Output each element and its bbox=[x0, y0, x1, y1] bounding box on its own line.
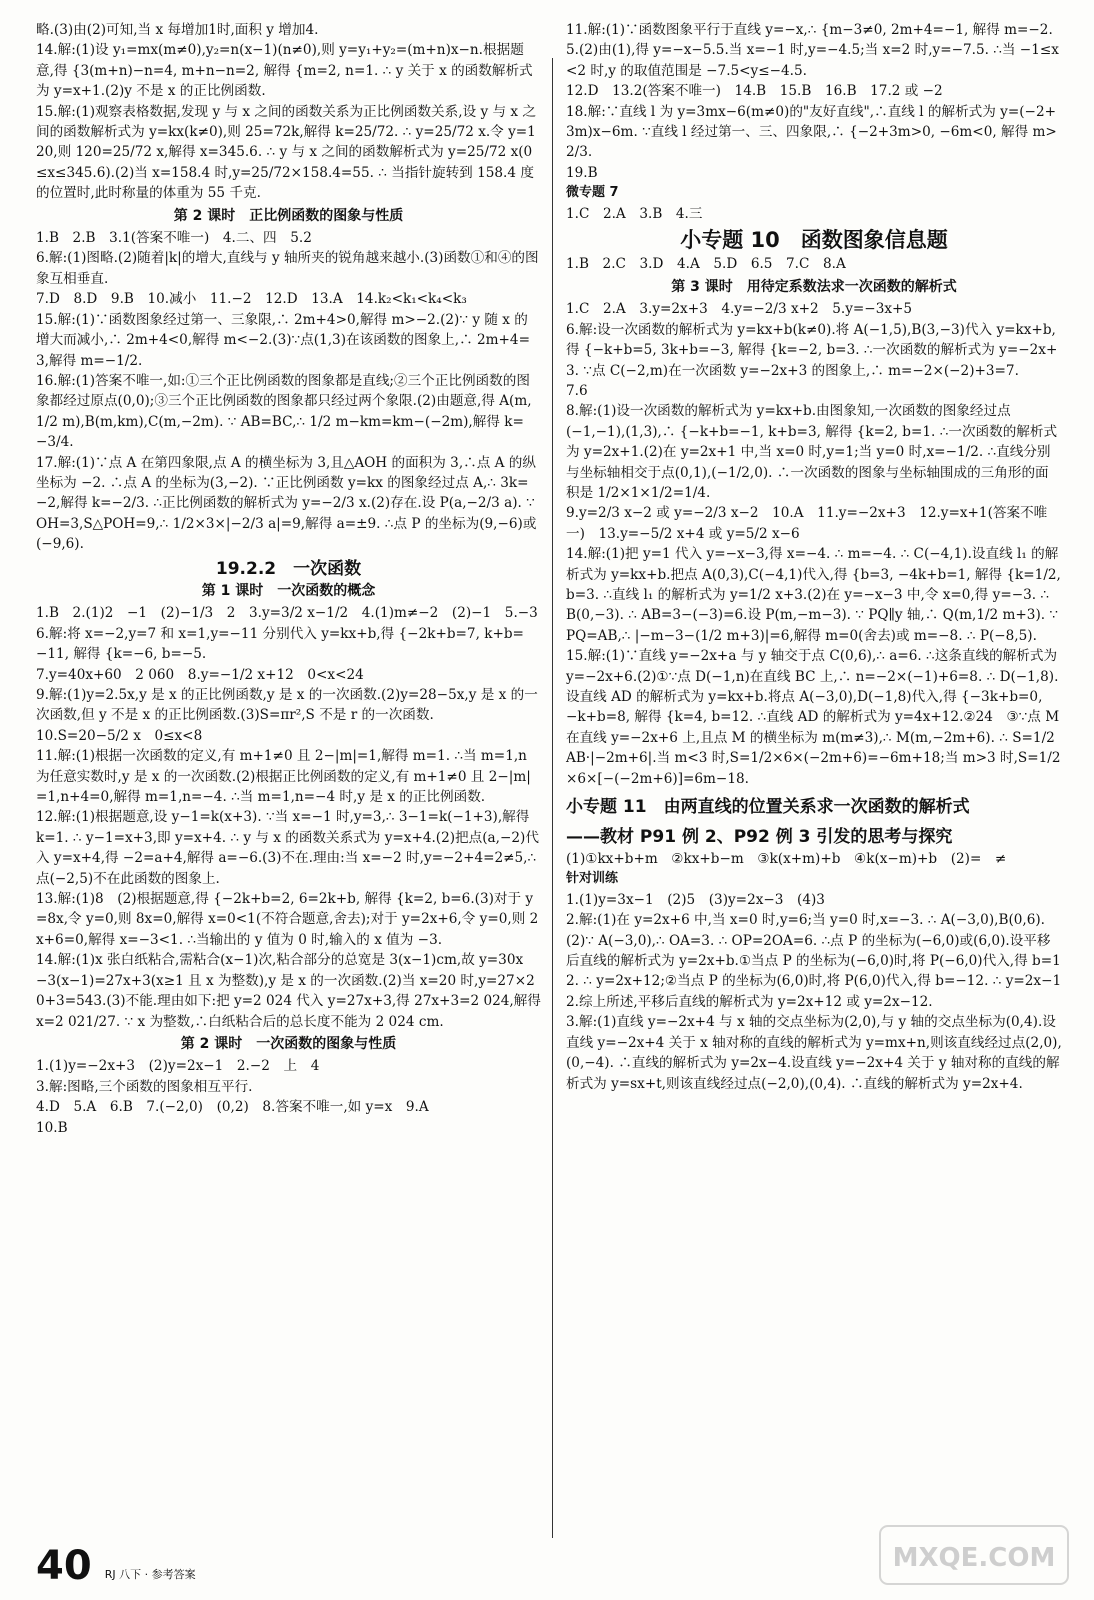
section-heading: 19.2.2 一次函数 bbox=[215, 558, 362, 579]
answer-paragraph: 1.C 2.A 3.B 4.三 bbox=[566, 205, 703, 222]
answer-paragraph: 15.解:(1)观察表格数据,发现 y 与 x 之间的函数关系为正比例函数关系,设 y 与 x 之间的函数解析式为 y=kx(k≠0),则 25=72k,解得 k=25/72. ∴ y=25/72 x.令 y=120,则 120=25/72 x,解得 x=345.6. ∴ y 与 x 之间的函数解析式为 y=25/72 x(0≤x≤345.6).(2)当 x=158.4 时,y=25/72×158.4=55. ∴ 当指针旋转到 158.4 度的位置时,此时称量的体重为 55 千克. bbox=[36, 103, 536, 202]
answer-paragraph: 1.B 2.C 3.D 4.A 5.D 6.5 7.C 8.A bbox=[566, 256, 846, 273]
section-heading: 小专题 10 函数图象信息题 bbox=[680, 228, 948, 253]
section-heading: 微专题 7 bbox=[566, 185, 619, 201]
section-heading: 第 3 课时 用待定系数法求一次函数的解析式 bbox=[671, 278, 957, 295]
answer-paragraph: 7.D 8.D 9.B 10.减小 11.−2 12.D 13.A 14.k₂<k₁<k₄<k₃ bbox=[36, 291, 467, 308]
answer-paragraph: 10.S=20−5/2 x 0≤x<8 bbox=[36, 727, 203, 744]
section-heading: 第 1 课时 一次函数的概念 bbox=[201, 582, 376, 599]
answer-paragraph: 2.解:(1)在 y=2x+6 中,当 x=0 时,y=6;当 y=0 时,x=−3. ∴ A(−3,0),B(0,6).(2)∵ A(−3,0),∴ OA=3. ∴ OP=2OA=6. ∴点 P 的坐标为(−6,0)或(6,0).设平移后直线的解析式为 y=2x+b.①当点 P 的坐标为(−6,0)时,将 P(−6,0)代入,得 b=12. ∴ y=2x+12;②当点 P 的坐标为(6,0)时,将 P(6,0)代入,得 b=−12. ∴ y=2x−12.综上所述,平移后直线的解析式为 y=2x+12 或 y=2x−12. bbox=[566, 912, 1062, 1010]
left-column bbox=[36, 20, 541, 1138]
page-number: 40 bbox=[36, 1543, 92, 1589]
answer-paragraph: 14.解:(1)设 y₁=mx(m≠0),y₂=n(x−1)(n≠0),则 y=y₁+y₂=(m+n)x−n.根据题意,得 {3(m+n)−n=4, m+n−n=2, 解得 {m=2, n=1. ∴ y 关于 x 的函数解析式为 y=x+1.(2)y 不是 x 的正比例函数. bbox=[36, 42, 533, 100]
answer-paragraph: 6.解:(1)图略.(2)随着|k|的增大,直线与 y 轴所夹的锐角越来越小.(3)函数①和④的图象互相垂直. bbox=[36, 250, 539, 287]
answer-paragraph: 7.6 bbox=[566, 382, 588, 399]
answer-paragraph: 9.y=2/3 x−2 或 y=−2/3 x−2 10.A 11.y=−2x+3 12.y=x+1(答案不唯一) 13.y=−5/2 x+4 或 y=5/2 x−6 bbox=[566, 505, 1048, 542]
answer-paragraph: 12.解:(1)根据题意,设 y−1=k(x+3). ∵当 x=−1 时,y=3,∴ 3−1=k(−1+3),解得 k=1. ∴ y−1=x+3,即 y=x+4. ∴ y 与 x 的函数关系式为 y=x+4.(2)把点(a,−2)代入 y=x+4,得 −2=a+4,解得 a=−6.(3)不在.理由:当 x=−2 时,y=−2+4=2≠5,∴点(−2,5)不在此函数的图象上. bbox=[36, 809, 539, 887]
answer-paragraph: 4.D 5.A 6.B 7.(−2,0) (0,2) 8.答案不唯一,如 y=x 9.A bbox=[36, 1099, 429, 1116]
answer-paragraph: 13.解:(1)8 (2)根据题意,得 {−2k+b=2, 6=2k+b, 解得 {k=2, b=6.(3)对于 y=8x,令 y=0,则 8x=0,解得 x=0<1(不符合题意,舍去);对于 y=2x+6,令 y=0,则 2x+6=0,解得 x=−3<1. ∴当输出的 y 值为 0 时,输入的 x 值为 −3. bbox=[36, 891, 539, 948]
section-heading: 第 2 课时 一次函数的图象与性质 bbox=[180, 1035, 397, 1052]
answer-paragraph: 10.B bbox=[36, 1119, 68, 1136]
answer-paragraph: 6.解:将 x=−2,y=7 和 x=1,y=−11 分别代入 y=kx+b,得 {−2k+b=7, k+b=−11, 解得 {k=−6, b=−5. bbox=[36, 625, 524, 663]
answer-paragraph: 6.解:设一次函数的解析式为 y=kx+b(k≠0).将 A(−1,5),B(3,−3)代入 y=kx+b,得 {−k+b=5, 3k+b=−3, 解得 {k=−2, b=3. ∴一次函数的解析式为 y=−2x+3. ∵点 C(−2,m)在一次函数 y=−2x+3 的图象上,∴ m=−2×(−2)+3=7. bbox=[566, 321, 1058, 379]
answer-paragraph: 1.B 2.B 3.1(答案不唯一) 4.二、四 5.2 bbox=[36, 230, 312, 247]
answer-paragraph: 19.B bbox=[566, 164, 598, 181]
answer-paragraph: 14.解:(1)x 张白纸粘合,需粘合(x−1)次,粘合部分的总宽是 3(x−1)cm,故 y=30x−3(x−1)=27x+3(x≥1 且 x 为整数),y 是 x 的一次函数.(2)当 x=20 时,y=27×20+3=543.(3)不能.理由如下:把 y=2 024 代入 y=27x+3,得 27x+3=2 024,解得 x=2 021/27. ∵ x 为整数,∴白纸粘合后的总长度不能为 2 024 cm. bbox=[36, 952, 541, 1030]
section-heading: 小专题 11 由两直线的位置关系求一次函数的解析式 bbox=[566, 797, 970, 818]
answer-paragraph: 1.(1)y=−2x+3 (2)y=2x−1 2.−2 上 4 bbox=[36, 1058, 320, 1075]
answer-paragraph: 1.(1)y=3x−1 (2)5 (3)y=2x−3 (4)3 bbox=[566, 891, 825, 908]
answer-paragraph: 15.解:(1)∵函数图象经过第一、三象限,∴ 2m+4>0,解得 m>−2.(2)∵ y 随 x 的增大而减小,∴ 2m+4<0,解得 m<−2.(3)∵点(1,3)在该函数的图象上,∴ 2m+4=3,解得 m=−1/2. bbox=[36, 311, 530, 369]
answer-paragraph: 14.解:(1)把 y=1 代入 y=−x−3,得 x=−4. ∴ m=−4. ∴ C(−4,1).设直线 l₁ 的解析式为 y=kx+b.把点 A(0,3),C(−4,1)代入,得 {b=3, −4k+b=1, 解得 {k=1/2, b=3. ∴直线 l₁ 的解析式为 y=1/2 x+3.(2)在 y=−x−3 中,令 x=0,得 y=−3. ∴ B(0,−3). ∴ AB=3−(−3)=6.设 P(m,−m−3). ∵ PQ∥y 轴,∴ Q(m,1/2 m+3). ∵ PQ=AB,∴ |−m−3−(1/2 m+3)|=6,解得 m=0(舍去)或 m=−8. ∴ P(−8,5). bbox=[566, 546, 1061, 644]
answer-paragraph: 11.解:(1)根据一次函数的定义,有 m+1≠0 且 2−|m|=1,解得 m=1. ∴当 m=1,n 为任意实数时,y 是 x 的一次函数.(2)根据正比例函数的定义,有 m+1≠0 且 2−|m|=1,n+4=0,解得 m=1,n=−4. ∴当 m=1,n=−4 时,y 是 x 的正比例函数. bbox=[36, 748, 531, 806]
answer-paragraph: 略.(3)由(2)可知,当 x 每增加1时,面积 y 增加4. bbox=[36, 22, 319, 38]
answer-paragraph: 3.解:(1)直线 y=−2x+4 与 x 轴的交点坐标为(2,0),与 y 轴的交点坐标为(0,4).设直线 y=−2x+4 关于 x 轴对称的直线的解析式为 y=mx+n,则该直线经过点(2,0),(0,−4). ∴直线的解析式为 y=2x−4.设直线 y=−2x+4 关于 y 轴对称的直线的解析式为 y=sx+t,则该直线经过点(−2,0),(0,4). ∴直线的解析式为 y=2x+4. bbox=[566, 1014, 1062, 1092]
answer-paragraph: 7.y=40x+60 2 060 8.y=−1/2 x+12 0<x<24 bbox=[36, 666, 364, 683]
answer-paragraph: 12.D 13.2(答案不唯一) 14.B 15.B 16.B 17.2 或 −2 bbox=[566, 83, 943, 100]
column-divider bbox=[552, 58, 553, 1538]
answer-paragraph: 8.解:(1)设一次函数的解析式为 y=kx+b.由图象知,一次函数的图象经过点(−1,−1),(1,3),∴ {−k+b=−1, k+b=3, 解得 {k=2, b=1. ∴一次函数的解析式为 y=2x+1.(2)在 y=2x+1 中,当 x=0 时,y=1;当 y=0 时,x=−1/2. ∴直线分别与坐标轴相交于点(0,1),(−1/2,0). ∴一次函数的图象与坐标轴围成的三角形的面积是 1/2×1×1/2=1/4. bbox=[566, 403, 1058, 501]
answer-paragraph: 17.解:(1)∵点 A 在第四象限,点 A 的横坐标为 3,且△AOH 的面积为 3,∴点 A 的纵坐标为 −2. ∴点 A 的坐标为(3,−2). ∵正比例函数 y=kx 的图象经过点 A,∴ 3k=−2,解得 k=−2/3. ∴正比例函数的解析式为 y=−2/3 x.(2)存在.设 P(a,−2/3 a). ∵ OH=3,S△POH=9,∴ 1/2×3×|−2/3 a|=9,解得 a=±9. ∴点 P 的坐标为(9,−6)或(−9,6). bbox=[36, 454, 537, 553]
footer-label: RJ 八下 · 参考答案 bbox=[104, 1568, 196, 1581]
answer-paragraph: 15.解:(1)∵直线 y=−2x+a 与 y 轴交于点 C(0,6),∴ a=6. ∴这条直线的解析式为 y=−2x+6.(2)①∵点 D(−1,n)在直线 BC 上,∴ n=−2×(−1)+6=8. ∴ D(−1,8).设直线 AD 的解析式为 y=kx+b.将点 A(−3,0),D(−1,8)代入,得 {−3k+b=0, −k+b=8, 解得 {k=4, b=12. ∴直线 AD 的解析式为 y=4x+12.②24 ③∵点 M 在直线 y=−2x+6 上,且点 M 的横坐标为 m(m≠3),∴ M(m,−2m+6). ∴ S=1/2 AB·|−2m+6|.当 m<3 时,S=1/2×6×(−2m+6)=−6m+18;当 m>3 时,S=1/2×6×[−(−2m+6)]=6m−18. bbox=[566, 648, 1061, 787]
answer-paragraph: 18.解:∵直线 l 为 y=3mx−6(m≠0)的"友好直线",∴直线 l 的解析式为 y=(−2+3m)x−6m. ∵直线 l 经过第一、三、四象限,∴ {−2+3m>0, −6m<0, 解得 m>2/3. bbox=[566, 103, 1057, 161]
watermark-logo bbox=[874, 1520, 1074, 1590]
right-column bbox=[566, 20, 1062, 1094]
section-heading: 针对训练 bbox=[566, 871, 619, 887]
answer-paragraph: 9.解:(1)y=2.5x,y 是 x 的正比例函数,y 是 x 的一次函数.(2)y=28−5x,y 是 x 的一次函数,但 y 不是 x 的正比例函数.(3)S=πr²,S 不是 r 的一次函数. bbox=[36, 687, 538, 724]
answer-paragraph: 1.B 2.(1)2 −1 (2)−1/3 2 3.y=3/2 x−1/2 4.(1)m≠−2 (2)−1 5.−3 bbox=[36, 605, 538, 622]
answer-paragraph: 16.解:(1)答案不唯一,如:①三个正比例函数的图象都是直线;②三个正比例函数的图象都经过原点(0,0);③三个正比例函数的图象都只经过两个象限.(2)由题意,得 A(m,1/2 m),B(m,km),C(m,−2m). ∵ AB=BC,∴ 1/2 m−km=km−(−2m),解得 k=−3/4. bbox=[36, 372, 532, 451]
answer-paragraph: 1.C 2.A 3.y=2x+3 4.y=−2/3 x+2 5.y=−3x+5 bbox=[566, 301, 913, 318]
answer-paragraph: 3.解:图略,三个函数的图象相互平行. bbox=[36, 1078, 253, 1095]
section-heading: 第 2 课时 正比例函数的图象与性质 bbox=[173, 207, 404, 224]
answer-paragraph: 11.解:(1)∵函数图象平行于直线 y=−x,∴ {m−3≠0, 2m+4=−1, 解得 m=−2.5.(2)由(1),得 y=−x−5.5.当 x=−1 时,y=−4.5;当 x=2 时,y=−7.5. ∴当 −1≤x<2 时,y 的取值范围是 −7.5<y≤−4.5. bbox=[566, 22, 1059, 79]
answer-paragraph: (1)①kx+b+m ②kx+b−m ③k(x+m)+b ④k(x−m)+b (2)= ≠ bbox=[566, 851, 1007, 868]
page-footer bbox=[36, 1542, 196, 1590]
section-heading: ——教材 P91 例 2、P92 例 3 引发的思考与探究 bbox=[566, 827, 953, 848]
watermark-text: MXQE.COM bbox=[892, 1543, 1056, 1573]
